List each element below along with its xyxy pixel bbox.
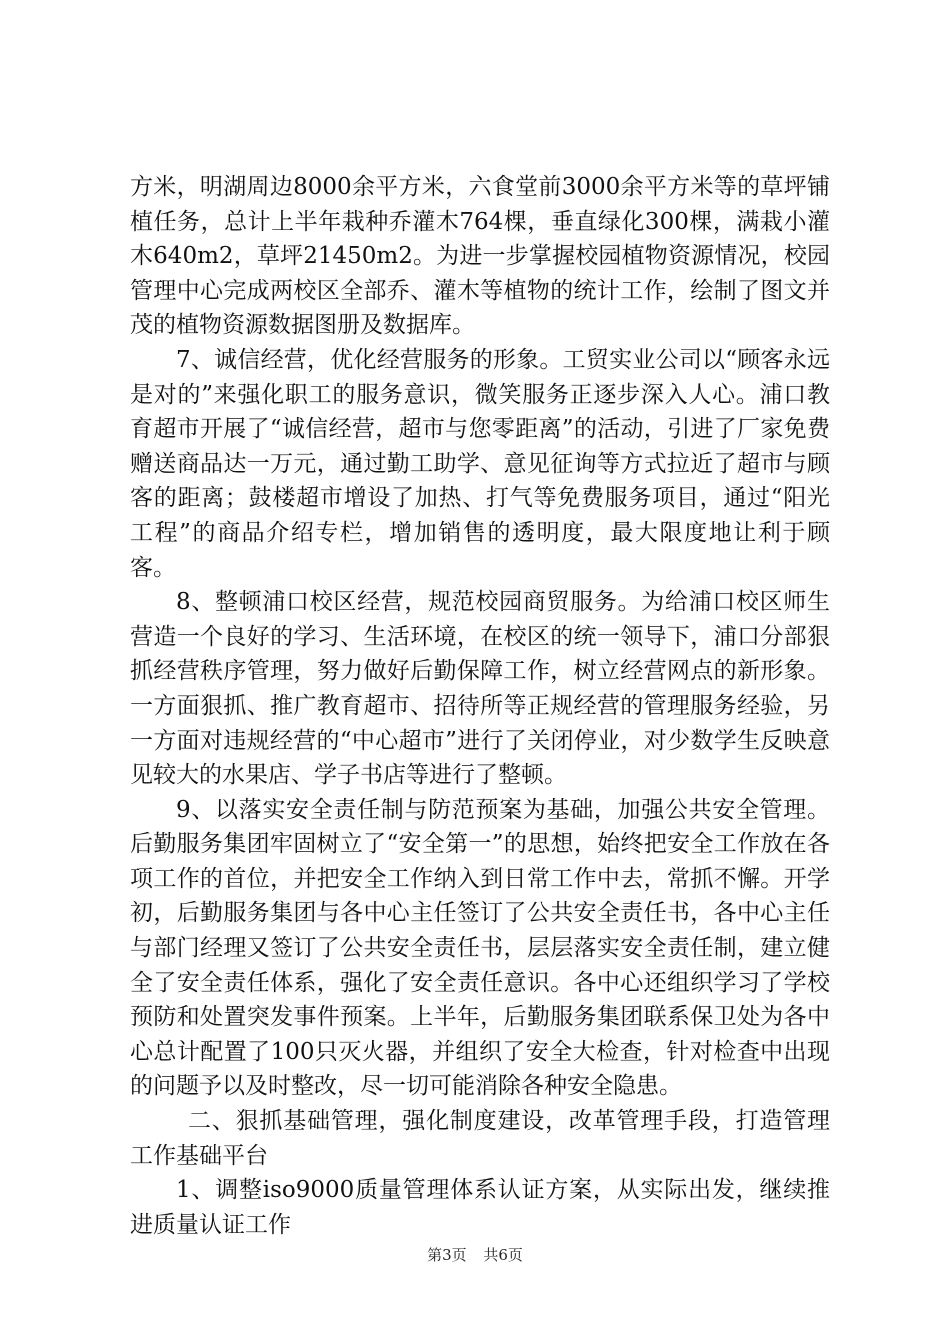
document-body xyxy=(130,170,830,1242)
paragraph-item-7: 7、诚信经营，优化经营服务的形象。工贸实业公司以“顾客永远是对的”来强化职工的服务意识，微笑服务正逐步深入人心。浦口教育超市开展了“诚信经营，超市与您零距离”的活动，引进了厂家免费赠送商品达一万元，通过勤工助学、意见征询等方式拉近了超市与顾客的距离；鼓楼超市增设了加热、打气等免费服务项目，通过“阳光工程”的商品介绍专栏，增加销售的透明度，最大限度地让利于顾客。 xyxy=(130,346,830,581)
paragraph-greening: 方米，明湖周边8000余平方米，六食堂前3000余平方米等的草坪铺植任务，总计上半年栽种乔灌木764棵，垂直绿化300棵，满栽小灌木640m2，草坪21450m2。为进一步掌握校园植物资源情况，校园管理中心完成两校区全部乔、灌木等植物的统计工作，绘制了图文并茂的植物资源数据图册及数据库。 xyxy=(130,174,830,339)
paragraph-item-8: 8、整顿浦口校区经营，规范校园商贸服务。为给浦口校区师生营造一个良好的学习、生活环境，在校区的统一领导下，浦口分部狠抓经营秩序管理，努力做好后勤保障工作，树立经营网点的新形象。一方面狠抓、推广教育超市、招待所等正规经营的管理服务经验，另一方面对违规经营的“中心超市”进行了关闭停业，对少数学生反映意见较大的水果店、学子书店等进行了整顿。 xyxy=(130,589,830,789)
paragraph-subitem-1: 1、调整iso9000质量管理体系认证方案，从实际出发，继续推进质量认证工作 xyxy=(130,1177,830,1238)
section-heading-2: 二、狠抓基础管理，强化制度建设，改革管理手段，打造管理工作基础平台 xyxy=(130,1108,830,1169)
paragraph-item-9: 9、以落实安全责任制与防范预案为基础，加强公共安全管理。后勤服务集团牢固树立了“安全第一”的思想，始终把安全工作放在各项工作的首位，并把安全工作纳入到日常工作中去，常抓不懈。开学初，后勤服务集团与各中心主任签订了公共安全责任书，各中心主任与部门经理又签订了公共安全责任书，层层落实安全责任制，建立健全了安全责任体系，强化了安全责任意识。各中心还组织学习了学校预防和处置突发事件预案。上半年，后勤服务集团联系保卫处为各中心总计配置了100只灭火器，并组织了安全大检查，针对检查中出现的问题予以及时整改，尽一切可能消除各种安全隐患。 xyxy=(130,796,830,1100)
page-number: 第3页 xyxy=(427,1246,467,1264)
page-total: 共6页 xyxy=(483,1246,523,1264)
page-footer xyxy=(0,1244,950,1265)
